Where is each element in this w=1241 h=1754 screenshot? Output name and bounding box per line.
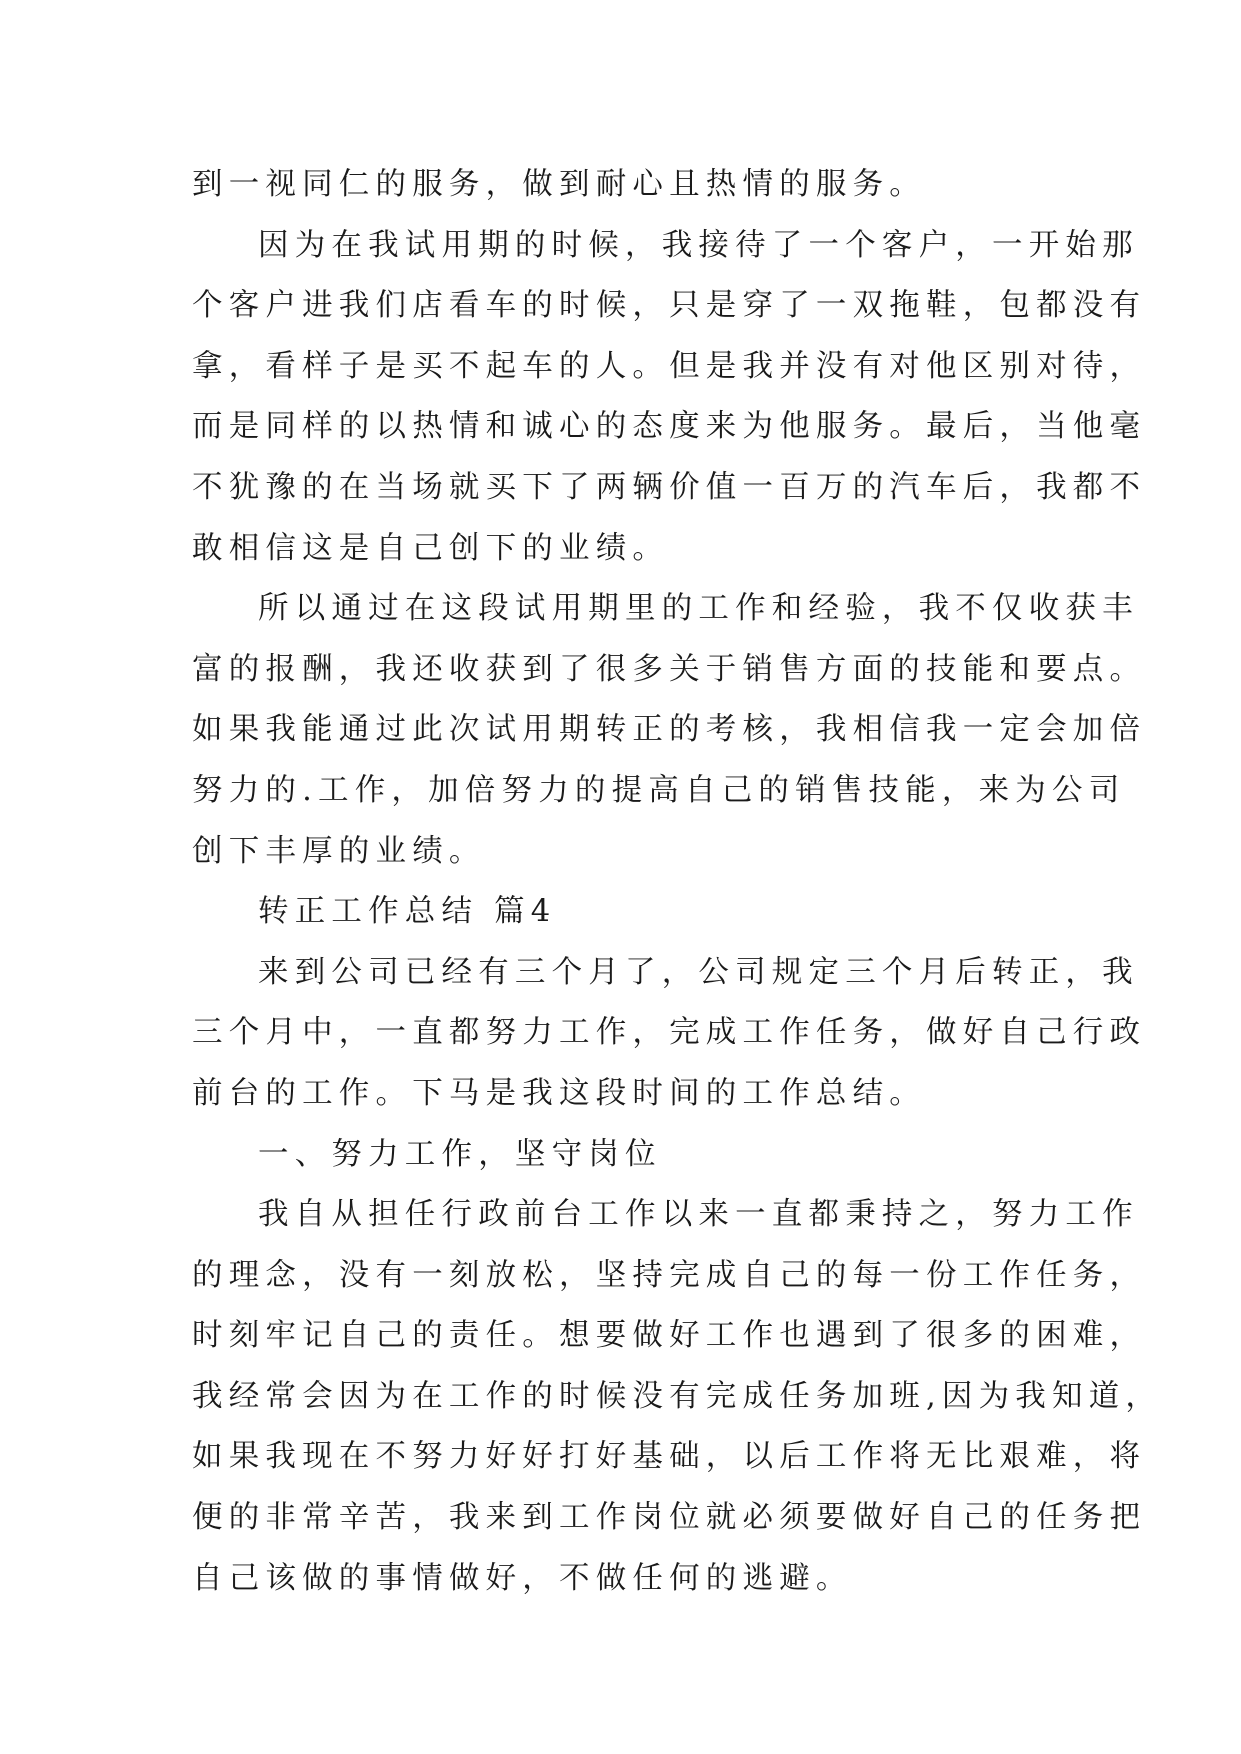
- text-line: 我经常会因为在工作的时候没有完成任务加班,因为我知道，: [192, 1378, 1163, 1414]
- body-text: [192, 155, 1163, 1609]
- text-line: 自己该做的事情做好，不做任何的逃避。: [192, 1560, 853, 1596]
- text-line: 创下丰厚的业绩。: [192, 833, 486, 869]
- text-line: 三个月中，一直都努力工作，完成工作任务，做好自己行政: [192, 1015, 1147, 1051]
- subsection-heading: 一、努力工作，坚守岗位: [258, 1136, 662, 1172]
- text-line: 富的报酬，我还收获到了很多关于销售方面的技能和要点。: [192, 651, 1147, 687]
- text-line: 努力的.工作，加倍努力的提高自己的销售技能，来为公司: [192, 772, 1126, 808]
- text-line: 不犹豫的在当场就买下了两辆价值一百万的汽车后，我都不: [192, 469, 1147, 505]
- text-line: 到一视同仁的服务，做到耐心且热情的服务。: [192, 167, 926, 202]
- text-line: 如果我现在不努力好好打好基础，以后工作将无比艰难，将: [192, 1439, 1147, 1475]
- text-line: 便的非常辛苦，我来到工作岗位就必须要做好自己的任务把: [192, 1500, 1147, 1536]
- text-line: 个客户进我们店看车的时候，只是穿了一双拖鞋，包都没有: [192, 288, 1147, 324]
- text-line: 来到公司已经有三个月了，公司规定三个月后转正，我: [258, 954, 1139, 990]
- text-line: 我自从担任行政前台工作以来一直都秉持之，努力工作: [258, 1197, 1139, 1233]
- text-line: 的理念，没有一刻放松，坚持完成自己的每一份工作任务，: [192, 1257, 1147, 1293]
- text-line: 拿，看样子是买不起车的人。但是我并没有对他区别对待，: [192, 348, 1147, 384]
- text-line: 时刻牢记自己的责任。想要做好工作也遇到了很多的困难，: [192, 1318, 1147, 1354]
- text-line: 如果我能通过此次试用期转正的考核，我相信我一定会加倍: [192, 712, 1147, 748]
- text-line: 敢相信这是自己创下的业绩。: [192, 530, 670, 566]
- text-line: 前台的工作。下马是我这段时间的工作总结。: [192, 1075, 926, 1111]
- text-line: 因为在我试用期的时候，我接待了一个客户，一开始那: [258, 227, 1139, 263]
- text-line: 所以通过在这段试用期里的工作和经验，我不仅收获丰: [258, 591, 1139, 627]
- section-heading: 转正工作总结 篇4: [258, 894, 557, 930]
- text-line: 而是同样的以热情和诚心的态度来为他服务。最后，当他毫: [192, 409, 1147, 445]
